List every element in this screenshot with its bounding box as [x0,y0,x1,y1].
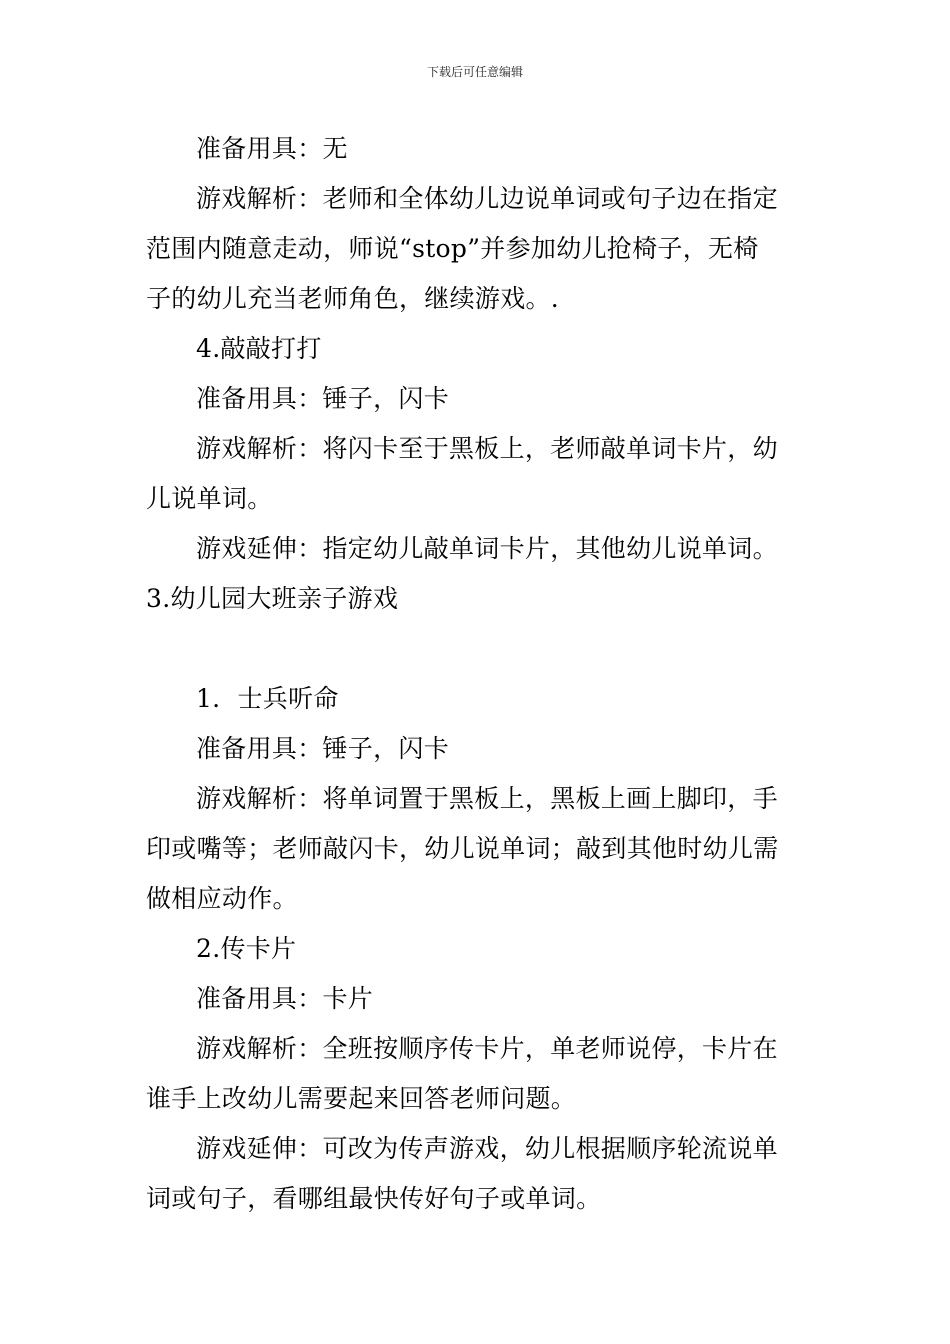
paragraph-line: 做相应动作。 [146,884,298,913]
section-heading: 4.敲敲打打 [196,334,322,363]
paragraph-line: 游戏延伸：可改为传声游戏，幼儿根据顺序轮流说单 [196,1134,778,1163]
paragraph-line: 儿说单词。 [146,484,273,513]
blank-line [146,624,806,674]
section-title: 3.幼儿园大班亲子游戏 [146,584,399,613]
paragraph-line: 游戏解析：全班按顺序传卡片，单老师说停，卡片在 [196,1034,778,1063]
paragraph-line: 游戏延伸：指定幼儿敲单词卡片，其他幼儿说单词。 [196,534,778,563]
paragraph-line: 印或嘴等；老师敲闪卡，幼儿说单词；敲到其他时幼儿需 [146,834,779,863]
paragraph-line: 游戏解析：将单词置于黑板上，黑板上画上脚印，手 [196,784,778,813]
paragraph-line: 游戏解析：将闪卡至于黑板上，老师敲单词卡片，幼 [196,434,778,463]
paragraph-line: 词或句子，看哪组最快传好句子或单词。 [146,1184,602,1213]
section-heading: 2.传卡片 [196,934,297,963]
paragraph-line: 子的幼儿充当老师角色，继续游戏。. [146,284,560,313]
paragraph-line: 准备用具：锤子，闪卡 [196,384,450,413]
paragraph-line: 准备用具：无 [196,134,348,163]
paragraph-line: 准备用具：锤子，闪卡 [196,734,450,763]
section-heading: 1．士兵听命 [196,684,339,713]
paragraph-line: 准备用具：卡片 [196,984,374,1013]
paragraph-line: 范围内随意走动，师说“stop”并参加幼儿抢椅子，无椅 [146,234,759,263]
paragraph-line: 游戏解析：老师和全体幼儿边说单词或句子边在指定 [196,184,778,213]
document-body [146,124,806,1224]
page-header: 下载后可任意编辑 [426,65,523,79]
paragraph-line: 谁手上改幼儿需要起来回答老师问题。 [146,1084,577,1113]
